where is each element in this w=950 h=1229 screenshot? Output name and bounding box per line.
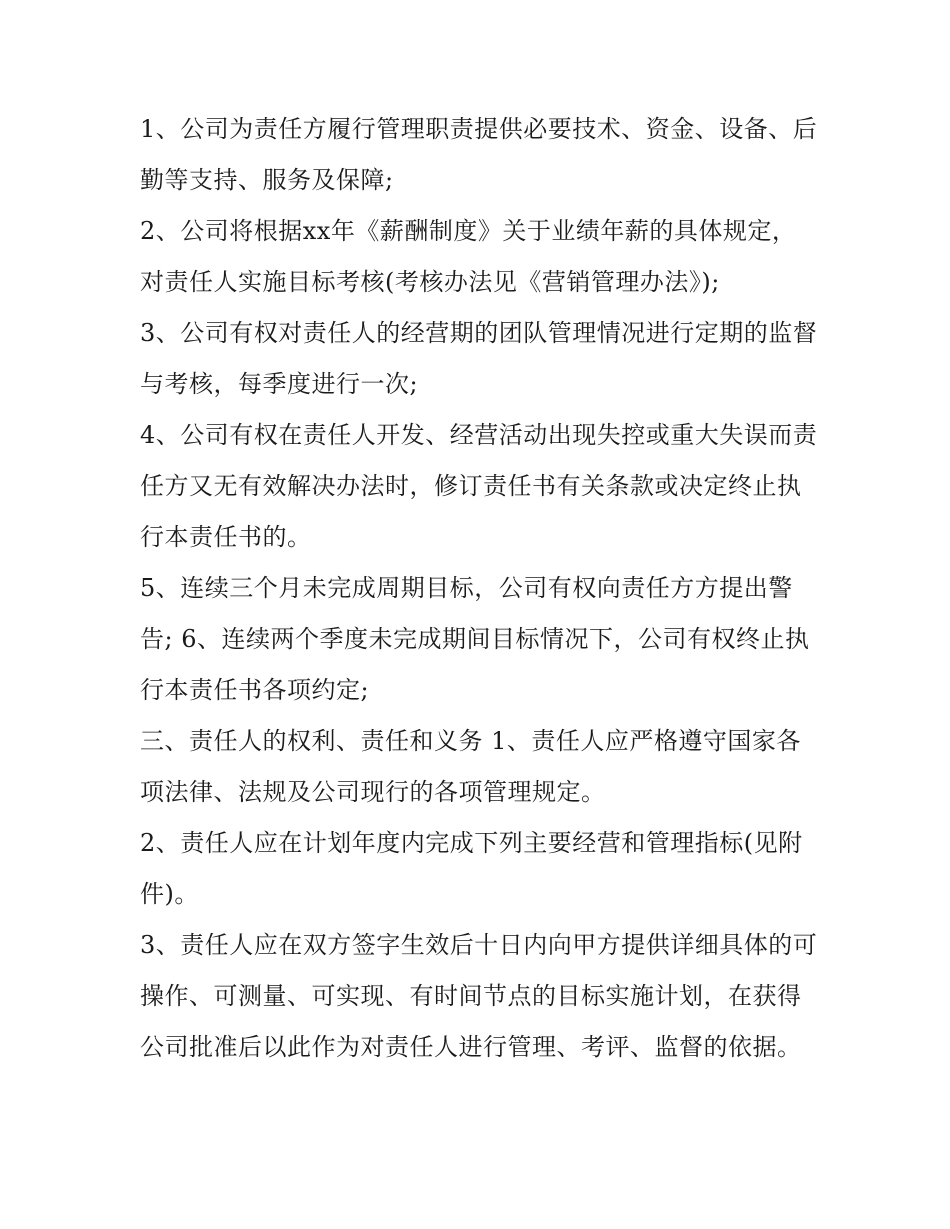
paragraph-revision-termination: 4、公司有权在责任人开发、经营活动出现失控或重大失误而责任方又无有效解决办法时，修订责任书有关条款或决定终止执行本责任书的。	[140, 421, 818, 551]
paragraph-annual-targets: 2、责任人应在计划年度内完成下列主要经营和管理指标(见附件)。	[140, 829, 803, 908]
paragraph-company-support: 1、公司为责任方履行管理职责提供必要技术、资金、设备、后勤等支持、服务及保障;	[140, 115, 818, 194]
paragraph-salary-assessment: 2、公司将根据xx年《薪酬制度》关于业绩年薪的具体规定，对责任人实施目标考核(考核办法见《营销管理办法》);	[140, 217, 797, 296]
paragraph-quarterly-supervision: 3、公司有权对责任人的经营期的团队管理情况进行定期的监督与考核，每季度进行一次;	[140, 319, 818, 398]
document-body	[140, 104, 820, 1073]
paragraph-section-three-rights: 三、责任人的权利、责任和义务 1、责任人应严格遵守国家各项法律、法规及公司现行的各项管理规定。	[140, 727, 801, 806]
paragraph-implementation-plan: 3、责任人应在双方签字生效后十日内向甲方提供详细具体的可操作、可测量、可实现、有时间节点的目标实施计划，在获得公司批准后以此作为对责任人进行管理、考评、监督的依据。	[140, 931, 818, 1061]
paragraph-warning-termination: 5、连续三个月未完成周期目标，公司有权向责任方方提出警告; 6、连续两个季度未完成期间目标情况下，公司有权终止执行本责任书各项约定;	[140, 574, 810, 704]
